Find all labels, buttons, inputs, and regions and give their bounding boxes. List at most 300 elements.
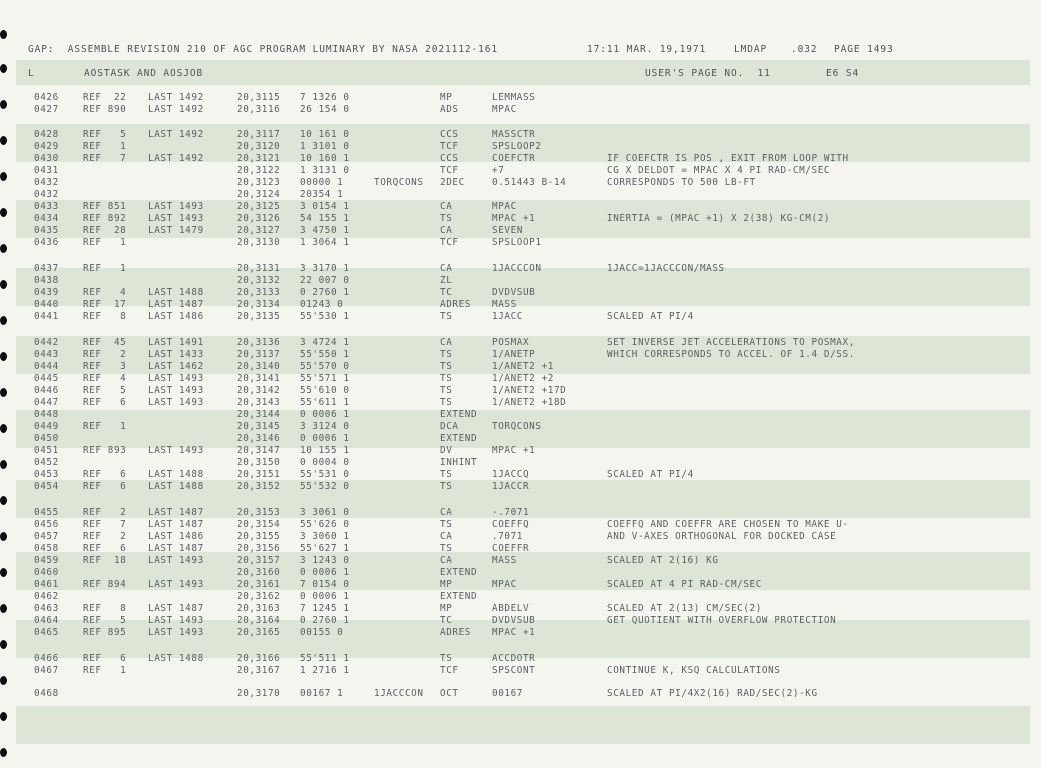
- cell-last: LAST 1493: [148, 213, 204, 224]
- cell-ref: REF 8: [83, 311, 127, 322]
- cell-oct: 3 3170 1: [300, 263, 350, 274]
- cell-op: EXTEND: [440, 591, 478, 602]
- cell-ref: REF 6: [83, 481, 127, 492]
- cell-comment: SCALED AT 2(16) KG: [607, 555, 719, 566]
- cell-addr: 20,3165: [237, 627, 281, 638]
- cell-oct: 1 3064 1: [300, 237, 350, 248]
- listing-row: [0, 665, 1041, 677]
- listing-row: [0, 337, 1041, 349]
- cell-addr: 20,3170: [237, 688, 281, 699]
- cell-oct: 3 4724 1: [300, 337, 350, 348]
- cell-oct: 0 0006 1: [300, 409, 350, 420]
- listing-row: [0, 287, 1041, 299]
- cell-line: 0436: [34, 237, 59, 248]
- feed-hole-icon: [0, 30, 7, 39]
- cell-op: OCT: [440, 688, 459, 699]
- cell-line: 0430: [34, 153, 59, 164]
- cell-operand: MPAC +1: [492, 445, 536, 456]
- cell-oct: 55'532 0: [300, 481, 350, 492]
- cell-operand: 1JACCQ: [492, 469, 530, 480]
- cell-last: LAST 1493: [148, 555, 204, 566]
- cell-ref: REF 894: [83, 579, 127, 590]
- cell-comment: SCALED AT 4 PI RAD-CM/SEC: [607, 579, 762, 590]
- cell-op: CA: [440, 531, 453, 542]
- cell-last: LAST 1493: [148, 373, 204, 384]
- cell-line: 0432: [34, 189, 59, 200]
- cell-last: LAST 1488: [148, 653, 204, 664]
- cell-addr: 20,3163: [237, 603, 281, 614]
- cell-operand: 1JACCR: [492, 481, 530, 492]
- listing-row: [0, 627, 1041, 639]
- cell-oct: 3 3060 1: [300, 531, 350, 542]
- cell-addr: 20,3161: [237, 579, 281, 590]
- cell-operand: COEFCTR: [492, 153, 536, 164]
- cell-line: 0462: [34, 591, 59, 602]
- listing-row: [0, 92, 1041, 104]
- cell-last: LAST 1487: [148, 507, 204, 518]
- cell-op: MP: [440, 92, 453, 103]
- cell-addr: 20,3140: [237, 361, 281, 372]
- cell-operand: 1/ANET2 +2: [492, 373, 554, 384]
- cell-last: LAST 1433: [148, 349, 204, 360]
- cell-operand: MPAC +1: [492, 627, 536, 638]
- cell-operand: MPAC: [492, 201, 517, 212]
- cell-operand: 1/ANET2 +18D: [492, 397, 567, 408]
- cell-op: CA: [440, 225, 453, 236]
- cell-last: LAST 1487: [148, 543, 204, 554]
- listing-row: [0, 397, 1041, 409]
- cell-oct: 55'626 0: [300, 519, 350, 530]
- cell-line: 0453: [34, 469, 59, 480]
- listing-row: [0, 615, 1041, 627]
- cell-addr: 20,3160: [237, 567, 281, 578]
- cell-comment: SCALED AT PI/4X2(16) RAD/SEC(2)-KG: [607, 688, 818, 699]
- cell-op: MP: [440, 603, 453, 614]
- cell-op: CA: [440, 201, 453, 212]
- cell-comment: AND V-AXES ORTHOGONAL FOR DOCKED CASE: [607, 531, 837, 542]
- cell-comment: SCALED AT PI/4: [607, 311, 694, 322]
- cell-addr: 20,3131: [237, 263, 281, 274]
- cell-ref: REF 18: [83, 555, 127, 566]
- cell-operand: MASS: [492, 555, 517, 566]
- cell-operand: COEFFR: [492, 543, 530, 554]
- cell-ref: REF 892: [83, 213, 127, 224]
- cell-line: 0464: [34, 615, 59, 626]
- cell-last: LAST 1488: [148, 469, 204, 480]
- listing-row: [0, 349, 1041, 361]
- cell-line: 0428: [34, 129, 59, 140]
- cell-operand: SPSCONT: [492, 665, 536, 676]
- cell-last: LAST 1493: [148, 397, 204, 408]
- cell-oct: 55'530 1: [300, 311, 350, 322]
- cell-comment: CG X DELDOT = MPAC X 4 PI RAD-CM/SEC: [607, 165, 831, 176]
- subheader-section: AOSTASK AND AOSJOB: [84, 68, 204, 79]
- cell-op: TS: [440, 397, 453, 408]
- cell-addr: 20,3155: [237, 531, 281, 542]
- cell-operand: 00167: [492, 688, 523, 699]
- cell-line: 0467: [34, 665, 59, 676]
- listing-row: [0, 555, 1041, 567]
- cell-op: CCS: [440, 153, 459, 164]
- listing-row: [0, 653, 1041, 665]
- cell-ref: REF 893: [83, 445, 127, 456]
- cell-ref: REF 5: [83, 615, 127, 626]
- cell-line: 0431: [34, 165, 59, 176]
- cell-op: MP: [440, 579, 453, 590]
- cell-addr: 20,3121: [237, 153, 281, 164]
- cell-op: CA: [440, 507, 453, 518]
- cell-last: LAST 1493: [148, 445, 204, 456]
- cell-last: LAST 1493: [148, 627, 204, 638]
- listing-row: [0, 481, 1041, 493]
- cell-line: 0454: [34, 481, 59, 492]
- cell-operand: MPAC: [492, 104, 517, 115]
- cell-comment: WHICH CORRESPONDS TO ACCEL. OF 1.4 D/SS.: [607, 349, 855, 360]
- cell-line: 0442: [34, 337, 59, 348]
- listing-row: [0, 409, 1041, 421]
- cell-op: TS: [440, 481, 453, 492]
- listing-row: [0, 189, 1041, 201]
- cell-line: 0463: [34, 603, 59, 614]
- cell-oct: 0 0006 1: [300, 433, 350, 444]
- cell-oct: 00000 1: [300, 177, 344, 188]
- cell-op: 2DEC: [440, 177, 465, 188]
- cell-line: 0426: [34, 92, 59, 103]
- cell-addr: 20,3126: [237, 213, 281, 224]
- cell-ref: REF 7: [83, 519, 127, 530]
- cell-ref: REF 3: [83, 361, 127, 372]
- cell-oct: 1 3101 0: [300, 141, 350, 152]
- cell-last: LAST 1493: [148, 579, 204, 590]
- cell-operand: 1JACCCON: [492, 263, 542, 274]
- cell-operand: 1/ANETP: [492, 349, 536, 360]
- cell-line: 0455: [34, 507, 59, 518]
- cell-line: 0445: [34, 373, 59, 384]
- listing-row: [0, 433, 1041, 445]
- cell-last: LAST 1488: [148, 481, 204, 492]
- cell-operand: SPSLOOP2: [492, 141, 542, 152]
- cell-last: LAST 1462: [148, 361, 204, 372]
- cell-oct: 55'550 1: [300, 349, 350, 360]
- listing-row: [0, 421, 1041, 433]
- cell-line: 0447: [34, 397, 59, 408]
- cell-ref: REF 1: [83, 665, 127, 676]
- cell-addr: 20,3162: [237, 591, 281, 602]
- cell-last: LAST 1479: [148, 225, 204, 236]
- cell-operand: DVDVSUB: [492, 287, 536, 298]
- cell-oct: 55'531 0: [300, 469, 350, 480]
- cell-addr: 20,3132: [237, 275, 281, 286]
- cell-last: LAST 1486: [148, 311, 204, 322]
- listing-row: [0, 201, 1041, 213]
- cell-op: TCF: [440, 165, 459, 176]
- cell-op: DV: [440, 445, 453, 456]
- cell-oct: 26 154 0: [300, 104, 350, 115]
- cell-ref: REF 6: [83, 543, 127, 554]
- cell-oct: 3 1243 0: [300, 555, 350, 566]
- cell-operand: DVDVSUB: [492, 615, 536, 626]
- listing-row: [0, 237, 1041, 249]
- cell-oct: 10 161 0: [300, 129, 350, 140]
- listing-row: [0, 457, 1041, 469]
- listing-row: [0, 263, 1041, 275]
- listing-row: [0, 591, 1041, 603]
- cell-operand: LEMMASS: [492, 92, 536, 103]
- cell-operand: 1/ANET2 +1: [492, 361, 554, 372]
- cell-line: 0439: [34, 287, 59, 298]
- cell-last: LAST 1487: [148, 519, 204, 530]
- cell-line: 0450: [34, 433, 59, 444]
- cell-comment: 1JACC=1JACCCON/MASS: [607, 263, 725, 274]
- cell-comment: IF COEFCTR IS POS , EXIT FROM LOOP WITH: [607, 153, 849, 164]
- cell-addr: 20,3157: [237, 555, 281, 566]
- cell-op: TS: [440, 653, 453, 664]
- cell-op: INHINT: [440, 457, 478, 468]
- cell-addr: 20,3135: [237, 311, 281, 322]
- feed-hole-icon: [0, 748, 7, 757]
- cell-oct: 1 3131 0: [300, 165, 350, 176]
- cell-addr: 20,3156: [237, 543, 281, 554]
- cell-op: TCF: [440, 665, 459, 676]
- cell-ref: REF 1: [83, 237, 127, 248]
- listing-row: [0, 373, 1041, 385]
- cell-op: CCS: [440, 129, 459, 140]
- cell-op: CA: [440, 263, 453, 274]
- cell-comment: GET QUOTIENT WITH OVERFLOW PROTECTION: [607, 615, 837, 626]
- cell-addr: 20,3147: [237, 445, 281, 456]
- cell-ref: REF 2: [83, 507, 127, 518]
- cell-addr: 20,3122: [237, 165, 281, 176]
- cell-operand: +7: [492, 165, 505, 176]
- cell-op: CA: [440, 555, 453, 566]
- cell-comment: SCALED AT 2(13) CM/SEC(2): [607, 603, 762, 614]
- cell-oct: 0 0004 0: [300, 457, 350, 468]
- cell-operand: MASSCTR: [492, 129, 536, 140]
- cell-line: 0438: [34, 275, 59, 286]
- cell-oct: 3 0154 1: [300, 201, 350, 212]
- cell-op: ZL: [440, 275, 453, 286]
- feed-hole-icon: [0, 496, 7, 505]
- cell-label: 1JACCCON: [374, 688, 424, 699]
- cell-comment: COEFFQ AND COEFFR ARE CHOSEN TO MAKE U-: [607, 519, 849, 530]
- cell-line: 0448: [34, 409, 59, 420]
- header-user: LMDAP: [734, 44, 768, 55]
- cell-op: EXTEND: [440, 433, 478, 444]
- cell-oct: 7 1326 0: [300, 92, 350, 103]
- cell-addr: 20,3164: [237, 615, 281, 626]
- cell-oct: 55'610 0: [300, 385, 350, 396]
- listing-row: [0, 275, 1041, 287]
- cell-last: LAST 1493: [148, 201, 204, 212]
- listing-row: [0, 153, 1041, 165]
- cell-addr: 20,3125: [237, 201, 281, 212]
- cell-comment: CORRESPONDS TO 500 LB-FT: [607, 177, 756, 188]
- cell-last: LAST 1492: [148, 104, 204, 115]
- listing-row: [0, 177, 1041, 189]
- cell-op: DCA: [440, 421, 459, 432]
- listing-row: [0, 688, 1041, 700]
- listing-row: [0, 129, 1041, 141]
- cell-comment: SCALED AT PI/4: [607, 469, 694, 480]
- listing-row: [0, 299, 1041, 311]
- cell-line: 0458: [34, 543, 59, 554]
- cell-ref: REF 8: [83, 603, 127, 614]
- cell-addr: 20,3123: [237, 177, 281, 188]
- listing-row: [0, 141, 1041, 153]
- cell-oct: 55'611 1: [300, 397, 350, 408]
- cell-operand: .7071: [492, 531, 523, 542]
- cell-op: TS: [440, 311, 453, 322]
- feed-hole-icon: [0, 640, 7, 649]
- cell-operand: TORQCONS: [492, 421, 542, 432]
- cell-operand: -.7071: [492, 507, 530, 518]
- cell-ref: REF 1: [83, 141, 127, 152]
- listing-row: [0, 469, 1041, 481]
- listing-row: [0, 213, 1041, 225]
- cell-addr: 20,3137: [237, 349, 281, 360]
- cell-line: 0466: [34, 653, 59, 664]
- cell-last: LAST 1487: [148, 299, 204, 310]
- cell-operand: MASS: [492, 299, 517, 310]
- cell-op: TCF: [440, 141, 459, 152]
- cell-addr: 20,3117: [237, 129, 281, 140]
- cell-line: 0456: [34, 519, 59, 530]
- cell-oct: 7 1245 1: [300, 603, 350, 614]
- cell-operand: ABDELV: [492, 603, 530, 614]
- cell-operand: ACCDOTR: [492, 653, 536, 664]
- cell-addr: 20,3124: [237, 189, 281, 200]
- cell-last: LAST 1486: [148, 531, 204, 542]
- cell-line: 0465: [34, 627, 59, 638]
- header-datetime: 17:11 MAR. 19,1971: [587, 44, 707, 55]
- cell-op: TC: [440, 615, 453, 626]
- cell-line: 0441: [34, 311, 59, 322]
- listing-row: [0, 531, 1041, 543]
- cell-line: 0435: [34, 225, 59, 236]
- cell-addr: 20,3154: [237, 519, 281, 530]
- cell-addr: 20,3115: [237, 92, 281, 103]
- cell-op: TS: [440, 213, 453, 224]
- cell-oct: 3 4750 1: [300, 225, 350, 236]
- cell-ref: REF 4: [83, 373, 127, 384]
- cell-oct: 0 2760 1: [300, 615, 350, 626]
- cell-line: 0443: [34, 349, 59, 360]
- subheader-marker: L: [28, 68, 35, 79]
- cell-last: LAST 1492: [148, 129, 204, 140]
- cell-oct: 10 160 1: [300, 153, 350, 164]
- cell-last: LAST 1492: [148, 153, 204, 164]
- cell-addr: 20,3150: [237, 457, 281, 468]
- cell-ref: REF 6: [83, 469, 127, 480]
- feed-hole-icon: [0, 64, 7, 73]
- cell-operand: MPAC: [492, 579, 517, 590]
- cell-line: 0444: [34, 361, 59, 372]
- cell-op: TS: [440, 519, 453, 530]
- header-page: PAGE 1493: [834, 44, 894, 55]
- cell-addr: 20,3116: [237, 104, 281, 115]
- cell-op: ADRES: [440, 627, 471, 638]
- listing-row: [0, 165, 1041, 177]
- cell-addr: 20,3136: [237, 337, 281, 348]
- cell-addr: 20,3143: [237, 397, 281, 408]
- cell-addr: 20,3145: [237, 421, 281, 432]
- cell-ref: REF 28: [83, 225, 127, 236]
- cell-addr: 20,3130: [237, 237, 281, 248]
- cell-operand: COEFFQ: [492, 519, 530, 530]
- subheader-user-page: USER'S PAGE NO. 11: [645, 68, 771, 79]
- listing-row: [0, 225, 1041, 237]
- feed-hole-icon: [0, 676, 7, 685]
- listing-row: [0, 567, 1041, 579]
- cell-op: TS: [440, 373, 453, 384]
- cell-ref: REF 895: [83, 627, 127, 638]
- cell-addr: 20,3151: [237, 469, 281, 480]
- cell-addr: 20,3133: [237, 287, 281, 298]
- cell-oct: 00167 1: [300, 688, 344, 699]
- cell-comment: INERTIA = (MPAC +1) X 2(38) KG-CM(2): [607, 213, 831, 224]
- cell-oct: 20354 1: [300, 189, 344, 200]
- cell-op: TS: [440, 469, 453, 480]
- cell-oct: 3 3061 0: [300, 507, 350, 518]
- cell-operand: 0.51443 B-14: [492, 177, 567, 188]
- cell-addr: 20,3142: [237, 385, 281, 396]
- cell-line: 0468: [34, 688, 59, 699]
- cell-oct: 55'570 0: [300, 361, 350, 372]
- cell-oct: 0 0006 1: [300, 591, 350, 602]
- cell-last: LAST 1487: [148, 603, 204, 614]
- cell-line: 0429: [34, 141, 59, 152]
- cell-line: 0446: [34, 385, 59, 396]
- cell-addr: 20,3153: [237, 507, 281, 518]
- cell-oct: 22 007 0: [300, 275, 350, 286]
- cell-operand: POSMAX: [492, 337, 530, 348]
- cell-addr: 20,3152: [237, 481, 281, 492]
- cell-oct: 55'627 1: [300, 543, 350, 554]
- cell-op: CA: [440, 337, 453, 348]
- cell-op: EXTEND: [440, 409, 478, 420]
- cell-line: 0460: [34, 567, 59, 578]
- feed-hole-icon: [0, 712, 7, 721]
- cell-line: 0434: [34, 213, 59, 224]
- cell-oct: 55'511 1: [300, 653, 350, 664]
- cell-addr: 20,3134: [237, 299, 281, 310]
- cell-ref: REF 7: [83, 153, 127, 164]
- cell-op: TC: [440, 287, 453, 298]
- cell-oct: 54 155 1: [300, 213, 350, 224]
- cell-line: 0459: [34, 555, 59, 566]
- listing-row: [0, 507, 1041, 519]
- listing-row: [0, 385, 1041, 397]
- cell-addr: 20,3144: [237, 409, 281, 420]
- cell-ref: REF 2: [83, 349, 127, 360]
- cell-ref: REF 890: [83, 104, 127, 115]
- cell-line: 0449: [34, 421, 59, 432]
- cell-oct: 01243 0: [300, 299, 344, 310]
- cell-line: 0461: [34, 579, 59, 590]
- listing-row: [0, 603, 1041, 615]
- listing-row: [0, 519, 1041, 531]
- stripe: [16, 706, 1030, 744]
- header-version: .032: [791, 44, 818, 55]
- cell-op: TS: [440, 543, 453, 554]
- cell-last: LAST 1488: [148, 287, 204, 298]
- cell-oct: 10 155 1: [300, 445, 350, 456]
- cell-comment: CONTINUE K, KSQ CALCULATIONS: [607, 665, 781, 676]
- listing-row: [0, 445, 1041, 457]
- cell-addr: 20,3146: [237, 433, 281, 444]
- cell-operand: SEVEN: [492, 225, 523, 236]
- cell-oct: 0 0006 1: [300, 567, 350, 578]
